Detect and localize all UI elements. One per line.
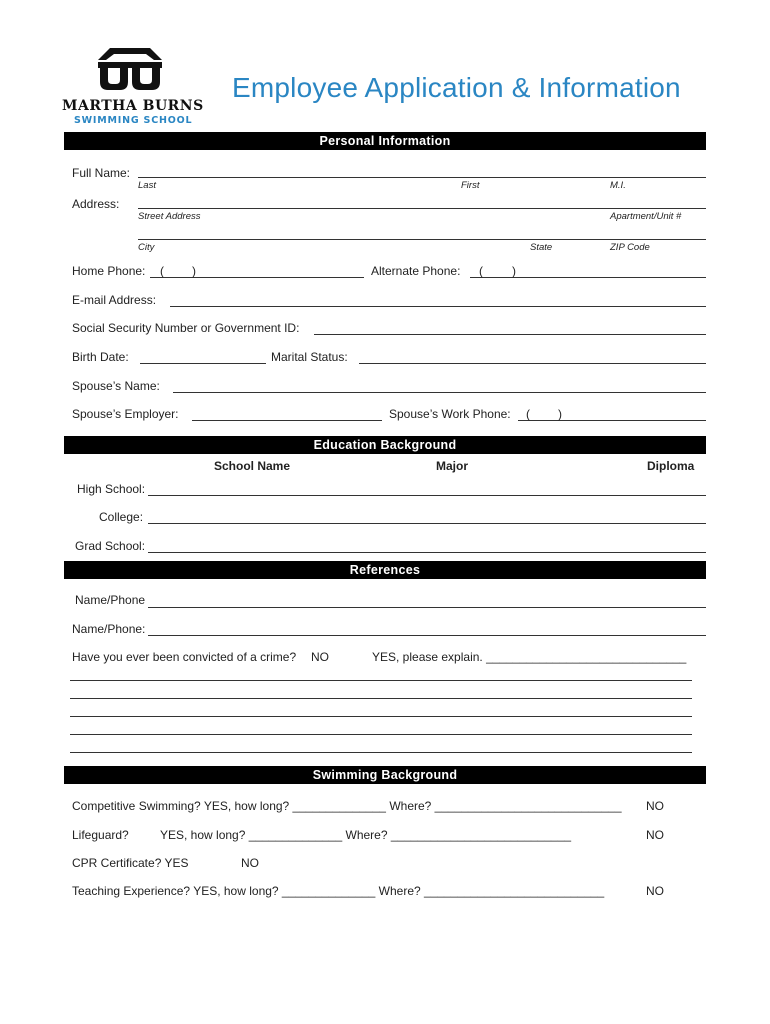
address-label: Address: bbox=[72, 197, 120, 211]
home-phone-field[interactable] bbox=[150, 277, 364, 278]
col-school-name: School Name bbox=[214, 459, 291, 473]
section-swimming: Swimming Background bbox=[64, 766, 706, 784]
full-name-label: Full Name: bbox=[72, 166, 131, 180]
alt-phone-field[interactable] bbox=[470, 277, 706, 278]
state-sublabel: State bbox=[530, 242, 553, 253]
last-sublabel: Last bbox=[138, 180, 156, 191]
college-label: College: bbox=[99, 510, 144, 524]
spouse-name-label: Spouse’s Name: bbox=[72, 379, 160, 393]
section-personal-info: Personal Information bbox=[64, 132, 706, 150]
mi-sublabel: M.I. bbox=[610, 180, 626, 191]
spouse-phone-paren-close: ) bbox=[558, 407, 562, 421]
lifeguard-yes-row[interactable]: YES, how long? ______________ Where? ___________________________ bbox=[160, 828, 572, 842]
competitive-swimming-row[interactable]: Competitive Swimming? YES, how long? ______________ Where? ____________________________ bbox=[72, 799, 622, 813]
marital-status-field[interactable] bbox=[359, 363, 706, 364]
lifeguard-no-option[interactable]: NO bbox=[646, 828, 664, 842]
page-title: Employee Application & Information bbox=[232, 72, 681, 103]
grad-school-label: Grad School: bbox=[75, 539, 146, 553]
alt-phone-paren-open: ( bbox=[479, 264, 483, 278]
col-major: Major bbox=[436, 459, 469, 473]
teaching-experience-row[interactable]: Teaching Experience? YES, how long? ______________ Where? ___________________________ bbox=[72, 884, 605, 898]
home-phone-paren-close: ) bbox=[192, 264, 196, 278]
explanation-line-4[interactable] bbox=[70, 734, 692, 735]
ssn-label: Social Security Number or Government ID: bbox=[72, 321, 300, 335]
lifeguard-label: Lifeguard? bbox=[72, 828, 129, 842]
alt-phone-label: Alternate Phone: bbox=[371, 264, 461, 278]
full-name-field[interactable] bbox=[138, 177, 706, 178]
competitive-no-option[interactable]: NO bbox=[646, 799, 664, 813]
grad-school-field[interactable] bbox=[148, 552, 706, 553]
crime-no-option[interactable]: NO bbox=[311, 650, 329, 664]
spouse-name-field[interactable] bbox=[173, 392, 706, 393]
high-school-field[interactable] bbox=[148, 495, 706, 496]
crime-question: Have you ever been convicted of a crime? bbox=[72, 650, 297, 664]
reference-1-label: Name/Phone bbox=[75, 593, 146, 607]
section-references: References bbox=[64, 561, 706, 579]
logo-subtitle: SWIMMING SCHOOL bbox=[74, 115, 193, 126]
reference-2-label: Name/Phone: bbox=[72, 622, 146, 636]
apt-sublabel: Apartment/Unit # bbox=[610, 211, 682, 222]
logo-mark-icon bbox=[94, 44, 166, 92]
section-education: Education Background bbox=[64, 436, 706, 454]
logo bbox=[62, 44, 202, 130]
zip-sublabel: ZIP Code bbox=[610, 242, 650, 253]
cpr-no-option[interactable]: NO bbox=[241, 856, 259, 870]
teaching-no-option[interactable]: NO bbox=[646, 884, 664, 898]
birth-date-label: Birth Date: bbox=[72, 350, 129, 364]
city-state-zip-field[interactable] bbox=[138, 239, 706, 240]
reference-2-field[interactable] bbox=[148, 635, 706, 636]
explanation-line-5[interactable] bbox=[70, 752, 692, 753]
street-sublabel: Street Address bbox=[138, 211, 201, 222]
home-phone-label: Home Phone: bbox=[72, 264, 146, 278]
city-sublabel: City bbox=[138, 242, 155, 253]
crime-yes-explain[interactable]: YES, please explain. ______________________________ bbox=[372, 650, 687, 664]
ssn-field[interactable] bbox=[314, 334, 706, 335]
reference-1-field[interactable] bbox=[148, 607, 706, 608]
alt-phone-paren-close: ) bbox=[512, 264, 516, 278]
first-sublabel: First bbox=[461, 180, 480, 191]
explanation-line-2[interactable] bbox=[70, 698, 692, 699]
spouse-phone-paren-open: ( bbox=[526, 407, 530, 421]
spouse-work-phone-label: Spouse’s Work Phone: bbox=[389, 407, 511, 421]
high-school-label: High School: bbox=[77, 482, 146, 496]
explanation-line-3[interactable] bbox=[70, 716, 692, 717]
spouse-employer-label: Spouse’s Employer: bbox=[72, 407, 179, 421]
explanation-line-1[interactable] bbox=[70, 680, 692, 681]
email-label: E-mail Address: bbox=[72, 293, 157, 307]
col-diploma: Diploma bbox=[647, 459, 695, 473]
cpr-certificate-row[interactable]: CPR Certificate? YES bbox=[72, 856, 189, 870]
spouse-employer-field[interactable] bbox=[192, 420, 382, 421]
street-address-field[interactable] bbox=[138, 208, 706, 209]
spouse-work-phone-field[interactable] bbox=[518, 420, 706, 421]
logo-name: MARTHA BURNS bbox=[62, 98, 204, 114]
college-field[interactable] bbox=[148, 523, 706, 524]
marital-status-label: Marital Status: bbox=[271, 350, 348, 364]
birth-date-field[interactable] bbox=[140, 363, 266, 364]
email-field[interactable] bbox=[170, 306, 706, 307]
home-phone-paren-open: ( bbox=[160, 264, 164, 278]
